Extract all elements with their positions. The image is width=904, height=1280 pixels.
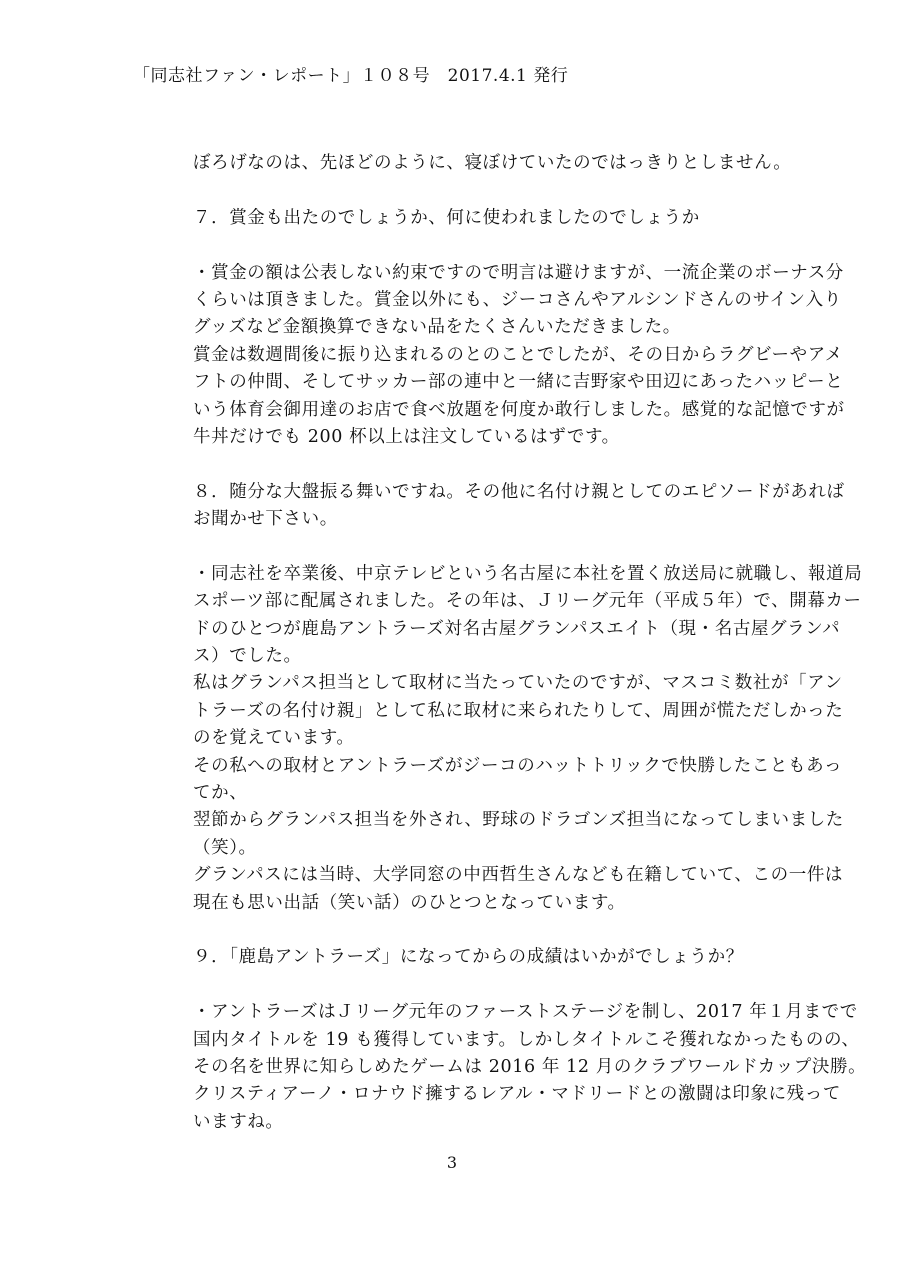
body-line: いますね。: [193, 1111, 284, 1132]
question-line: お聞かせ下さい。: [193, 509, 338, 530]
body-line: 私はグランパス担当として取材に当たっていたのですが、マスコミ数社が「アン: [193, 673, 843, 694]
body-line: グランパスには当時、大学同窓の中西哲生さんなども在籍していて、この一件は: [193, 865, 844, 886]
publication-header: 「同志社ファン・レポート」１０８号 2017.4.1 発行: [133, 66, 569, 86]
question-8: [193, 479, 845, 534]
body-line: ・賞金の額は公表しない約束ですので明言は避けますが、一流企業のボーナス分: [193, 262, 844, 283]
body-line: ドのひとつが鹿島アントラーズ対名古屋グランパスエイト（現・名古屋グランパ: [193, 618, 841, 639]
body-line: 国内タイトルを 19 も獲得しています。しかしタイトルこそ獲れなかったものの、: [193, 1029, 860, 1050]
question-9: ９．「鹿島アントラーズ」になってからの成績はいかがでしょうか？: [193, 947, 744, 968]
answer-7: [193, 260, 845, 452]
answer-8: [193, 561, 863, 917]
spacer: [193, 232, 783, 259]
body-line: 現在も思い出話（笑い話）のひとつとなっています。: [193, 892, 626, 913]
body-line: いう体育会御用達のお店で食べ放題を何度か敢行しました。感覚的な記憶ですが: [193, 399, 845, 420]
body-line: 賞金は数週間後に振り込まれるのとのことでしたが、その日からラグビーやアメ: [193, 344, 843, 365]
body-line: トラーズの名付け親」として私に取材に来られたりして、周囲が慌ただしかった: [193, 700, 844, 721]
body-line: （笑）。: [193, 837, 257, 858]
body-line: クリスティアーノ・ロナウド擁するレアル・マドリードとの激闘は印象に残って: [193, 1084, 841, 1105]
body-line: その名を世界に知らしめたゲームは 2016 年 12 月のクラブワールドカップ決勝。: [193, 1056, 867, 1077]
body-line: 牛丼だけでも 200 杯以上は注文しているはずです。: [193, 426, 620, 447]
page-number: 3: [446, 1153, 458, 1172]
body-line: のを覚えています。: [193, 728, 355, 749]
question-7: ７．賞金も出たのでしょうか、何に使われましたのでしょうか: [193, 207, 700, 228]
spacer: [193, 972, 783, 999]
body-line: グッズなど金額換算できない品をたくさんいただきました。: [193, 317, 681, 338]
document-body: [193, 150, 867, 1136]
body-line: ぼろげなのは、先ほどのように、寝ぼけていたのではっきりとしません。: [193, 153, 792, 173]
spacer: [193, 451, 783, 478]
spacer: [193, 917, 783, 944]
spacer: [193, 533, 783, 560]
body-line: ・同志社を卒業後、中京テレビという名古屋に本社を置く放送局に就職し、報道局: [193, 563, 863, 584]
question-line: ８．随分な大盤振る舞いですね。その他に名付け親としてのエピソードがあれば: [193, 481, 845, 502]
body-line: フトの仲間、そしてサッカー部の連中と一緒に吉野家や田辺にあったハッピーと: [193, 372, 844, 393]
body-line: ・アントラーズはＪリーグ元年のファーストステージを制し、2017 年１月までで: [193, 1002, 858, 1023]
body-line: その私への取材とアントラーズがジーコのハットトリックで快勝したこともあっ: [193, 755, 843, 776]
body-line: スポーツ部に配属されました。その年は、Ｊリーグ元年（平成５年）で、開幕カー: [193, 591, 862, 612]
spacer: [193, 177, 783, 204]
body-line: ス）でした。: [193, 646, 302, 667]
body-line: てか、: [193, 782, 248, 803]
body-line: 翌節からグランパス担当を外され、野球のドラゴンズ担当になってしまいました: [193, 810, 844, 831]
answer-9: [193, 999, 867, 1136]
body-line: くらいは頂きました。賞金以外にも、ジーコさんやアルシンドさんのサイン入り: [193, 289, 842, 310]
